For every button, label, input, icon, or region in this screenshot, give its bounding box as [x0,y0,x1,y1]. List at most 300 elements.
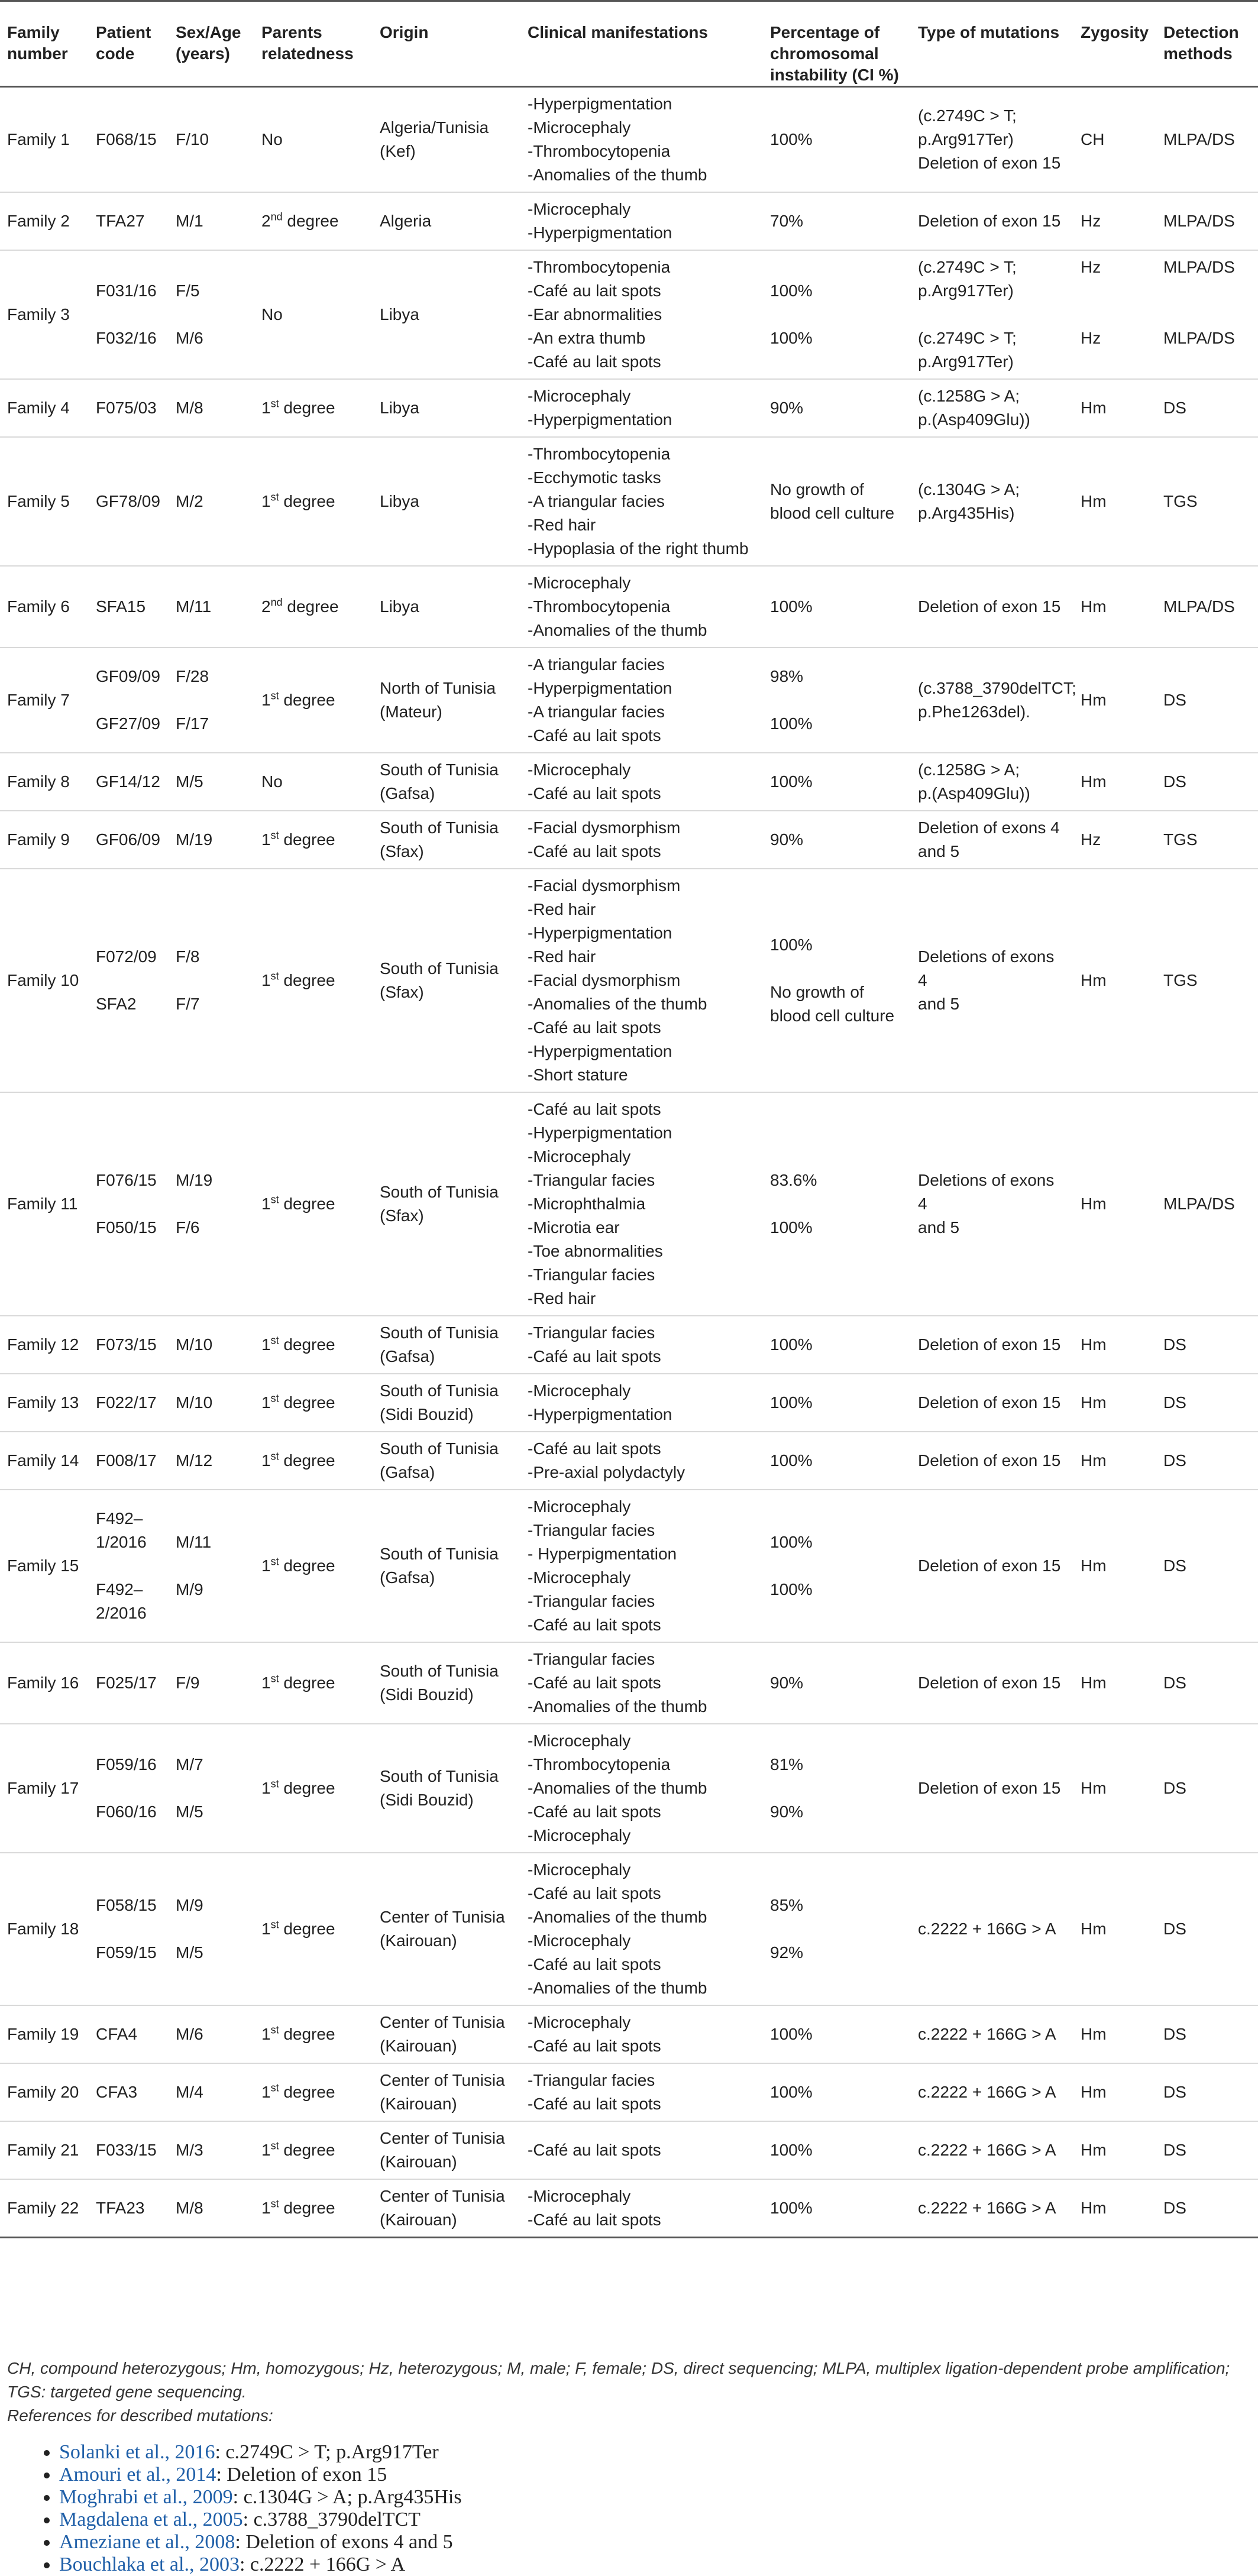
sex-age-cell [169,437,254,566]
clinical-manifestations-cell [520,192,763,250]
origin-line: (Sidi Bouzid) [380,1685,474,1704]
patient-code-cell [89,1316,169,1374]
clinical-manifestation: -Café au lait spots [528,281,661,300]
origin-line: Libya [380,492,419,510]
clinical-manifestation: -Microcephaly [528,1732,631,1750]
clinical-manifestation: -Microcephaly [528,387,631,405]
sex_age-value: M/11 [176,597,212,616]
reference-citation-link[interactable]: Moghrabi et al., 2009 [59,2486,233,2508]
clinical-manifestation: -Microcephaly [528,1381,631,1400]
detection-value: DS [1163,1674,1186,1692]
mutation-stack [918,677,1076,724]
zygosity-cell [1073,437,1156,566]
table-row [0,753,1258,811]
table-header-row [0,1,1258,87]
sex_age-stack [176,1391,247,1415]
ci-value: 83.6% [770,1171,817,1189]
clinical-manifestations-cell [520,1316,763,1374]
family-number: Family 2 [7,212,70,230]
family-number-cell [0,1642,89,1724]
ci-value: 85% [770,1896,804,1914]
reference-item [59,2464,462,2486]
detection-method-cell [1156,869,1258,1092]
mutation-line: Deletion of exon 15 [918,1779,1061,1797]
origin-stack [380,595,513,619]
origin-stack [380,1905,513,1953]
relatedness-suffix: st [270,2024,279,2036]
header-sex-age: Sex/Age (years) [176,23,241,63]
origin-stack [380,1180,513,1228]
relatedness-ordinal: 1 [261,1779,271,1797]
reference-mutation: : c.1304G > A; p.Arg435His [232,2486,462,2508]
origin-cell [373,2179,520,2238]
header-chromosomal-instability: Percentage of chromosomal instability (CI %) [770,23,899,84]
ci-value: 100% [770,130,813,148]
relatedness-degree: degree [283,2083,335,2101]
zygosity-cell [1073,2179,1156,2238]
family-number: Family 20 [7,2083,79,2101]
patient-code-cell [89,1374,169,1432]
table-row [0,2063,1258,2121]
clinical-manifestation: -Triangular facies [528,1650,655,1668]
relatedness-ordinal: 1 [261,492,271,510]
relatedness-ordinal: 1 [261,691,271,709]
zygosity-value: CH [1081,130,1105,148]
relatedness-suffix: st [270,1672,279,1685]
clinical-manifestations-cell [520,753,763,811]
clinical-manifestation: -Café au lait spots [528,784,661,802]
zygosity-value: Hm [1081,399,1107,417]
family-number: Family 13 [7,1393,79,1412]
patient-code-cell [89,869,169,1092]
relatedness-ordinal: 2 [261,212,271,230]
clinical-manifestation: -Pre-axial polydactyly [528,1463,685,1481]
ci-line: No growth of [770,983,864,1001]
code-stack [96,770,161,794]
parents-relatedness-cell [254,1374,373,1432]
parents-relatedness-cell [254,2179,373,2238]
mutation-type-cell [911,1642,1073,1724]
clinical-manifestation: -Microphthalmia [528,1195,646,1213]
clinical-stack [528,2011,756,2058]
family-number: Family 6 [7,597,70,616]
origin-line: (Sidi Bouzid) [380,1405,474,1423]
clinical-manifestation: -Hyperpigmentation [528,410,672,429]
relatedness-suffix: st [270,1392,279,1404]
origin-line: (Gafsa) [380,1463,435,1481]
family-number: Family 17 [7,1779,79,1797]
sex_age-value: M/5 [176,772,203,791]
clinical-manifestations-cell [520,1374,763,1432]
detection-method-cell [1156,1642,1258,1724]
detection-method-cell [1156,250,1258,379]
relatedness-degree: degree [283,1393,335,1412]
mutation-type-cell [911,250,1073,379]
clinical-manifestation: -Facial dysmorphism [528,971,681,989]
sex-age-cell [169,2121,254,2179]
relatedness-degree: degree [283,1195,335,1213]
clinical-stack [528,255,756,374]
sex_age-value: F/9 [176,1674,200,1692]
clinical-manifestation: -Red hair [528,900,596,918]
relatedness-ordinal: 1 [261,399,271,417]
table-row [0,2179,1258,2238]
origin-line: (Kairouan) [380,2037,457,2055]
clinical-stack [528,1729,756,1847]
parents-relatedness-cell [254,250,373,379]
detection-method-cell [1156,1374,1258,1432]
reference-mutation: : c.2222 + 166G > A [239,2554,406,2575]
origin-cell [373,2121,520,2179]
relatedness-degree: degree [283,492,335,510]
chromosomal-instability-cell [763,1724,911,1853]
table-body [0,87,1258,2238]
mutation-line: Deletion of exon 15 [918,1451,1061,1470]
clinical-manifestation: -Microcephaly [528,1931,631,1950]
clinical-manifestations-cell [520,1642,763,1724]
origin-line: (Kef) [380,142,416,160]
clinical-manifestation: -Café au lait spots [528,1802,661,1821]
sex-age-cell [169,869,254,1092]
mutation-line: Deletion of exon 15 [918,1674,1061,1692]
zygosity-value: Hm [1081,1920,1107,1938]
sex_age-value: M/19 [176,830,213,849]
mutation-stack [918,595,1066,619]
ci-value: 100% [770,1393,813,1412]
origin-line: Center of Tunisia [380,2129,505,2147]
origin-line: Algeria [380,212,432,230]
family-number-cell [0,869,89,1092]
clinical-stack [528,92,756,187]
code-stack [96,665,161,736]
origin-cell [373,648,520,753]
code-stack [96,945,161,1016]
parents-relatedness-cell [254,2063,373,2121]
code-value: TFA27 [96,212,145,230]
sex-age-cell [169,1642,254,1724]
references-list [35,2441,462,2576]
detection-value: DS [1163,2141,1186,2159]
origin-stack [380,2127,513,2174]
origin-stack [380,396,513,420]
relatedness-text: No [261,305,283,323]
table-row [0,648,1258,753]
origin-cell [373,869,520,1092]
code-stack [96,1507,161,1625]
clinical-manifestation: -Facial dysmorphism [528,818,681,837]
zygosity-cell [1073,753,1156,811]
mutation-stack [918,1391,1066,1415]
relatedness-suffix: st [270,690,279,702]
origin-line: Center of Tunisia [380,2013,505,2031]
family-number: Family 3 [7,305,70,323]
origin-cell [373,2005,520,2063]
patient-code-cell [89,1853,169,2005]
relatedness-degree: degree [283,399,335,417]
sex-age-cell [169,1432,254,1490]
clinical-manifestation: -A triangular facies [528,703,665,721]
detection-method-cell [1156,1853,1258,2005]
reference-citation-link[interactable]: Bouchlaka et al., 2003 [59,2554,240,2575]
ci-line: blood cell culture [770,1007,895,1025]
clinical-manifestation: -Triangular facies [528,1266,655,1284]
origin-cell [373,753,520,811]
detection-method-cell [1156,1092,1258,1316]
clinical-manifestation: -An extra thumb [528,329,646,347]
detection-value: DS [1163,2199,1186,2217]
patient-code-cell [89,250,169,379]
code-value: F060/16 [96,1802,157,1821]
zygosity-cell [1073,869,1156,1092]
ci-value: 98% [770,667,804,685]
zygosity-cell [1073,1092,1156,1316]
clinical-stack [528,384,756,432]
header-patient-code: Patient code [96,23,151,63]
chromosomal-instability-cell [763,379,911,437]
mutation-type-cell [911,869,1073,1092]
mutation-line: Deletion of exon 15 [918,1556,1061,1575]
table-row [0,2005,1258,2063]
header-clinical-manifestations: Clinical manifestations [528,23,708,41]
zygosity-cell [1073,1724,1156,1853]
clinical-manifestation: -Microcephaly [528,118,631,137]
code-stack [96,1333,161,1357]
family-number: Family 15 [7,1556,79,1575]
family-number-cell [0,1853,89,2005]
parents-relatedness-cell [254,811,373,869]
mutation-type-cell [911,87,1073,193]
mutation-stack [918,2196,1066,2220]
relatedness-ordinal: 1 [261,1451,271,1470]
relatedness-suffix: st [270,397,279,410]
chromosomal-instability-cell [763,566,911,648]
relatedness-degree: degree [283,830,335,849]
clinical-manifestation: -Café au lait spots [528,726,661,745]
sex_age-value: M/10 [176,1335,213,1354]
zygosity-cell [1073,1432,1156,1490]
parents-relatedness-cell [254,1490,373,1642]
chromosomal-instability-cell [763,2179,911,2238]
clinical-manifestation: -Hyperpigmentation [528,1405,672,1423]
parents-relatedness-cell [254,1316,373,1374]
sex_age-stack [176,595,247,619]
clinical-manifestation: -Hyperpigmentation [528,95,672,113]
zygosity-cell [1073,2121,1156,2179]
zygosity-stack [1081,255,1149,374]
family-number-cell [0,1724,89,1853]
sex_age-stack [176,1169,247,1240]
clinical-manifestation: -Triangular facies [528,1323,655,1342]
origin-line: Libya [380,305,419,323]
family-number: Family 14 [7,1451,79,1470]
origin-line: (Kairouan) [380,1931,457,1950]
relatedness-degree: degree [283,2141,335,2159]
clinical-manifestation: -Café au lait spots [528,1674,661,1692]
ci-value: 90% [770,399,804,417]
origin-line: Center of Tunisia [380,2071,505,2089]
zygosity-cell [1073,1642,1156,1724]
clinical-manifestation: -Hypoplasia of the right thumb [528,539,749,558]
detection-value: MLPA/DS [1163,130,1235,148]
clinical-manifestation: - Hyperpigmentation [528,1545,677,1563]
detection-method-cell [1156,2063,1258,2121]
origin-stack [380,116,513,163]
zygosity-value: Hm [1081,971,1107,989]
ci-stack [770,279,904,350]
reference-item [59,2486,462,2509]
mutation-line: c.2222 + 166G > A [918,2199,1056,2217]
relatedness-suffix: nd [270,211,283,223]
table-row [0,1432,1258,1490]
mutation-stack [918,2080,1066,2104]
origin-cell [373,250,520,379]
origin-cell [373,1316,520,1374]
origin-cell [373,1853,520,2005]
header-parents-relatedness: Parents relatedness [261,23,354,63]
clinical-manifestations-cell [520,1724,763,1853]
parents-relatedness-cell [254,1724,373,1853]
patient-code-cell [89,437,169,566]
code-value: TFA23 [96,2199,145,2217]
code-value: F076/15 [96,1171,157,1189]
sex_age-value: F/5 [176,281,200,300]
zygosity-cell [1073,1316,1156,1374]
zygosity-cell [1073,2063,1156,2121]
ci-value: 100% [770,329,813,347]
code-stack [96,128,161,151]
zygosity-cell [1073,87,1156,193]
zygosity-value: Hm [1081,2199,1107,2217]
header-origin: Origin [380,23,429,41]
clinical-manifestation: -Café au lait spots [528,2141,661,2159]
origin-cell [373,1642,520,1724]
clinical-manifestation: -A triangular facies [528,655,665,674]
reference-citation-link[interactable]: Solanki et al., 2016 [59,2441,215,2463]
ci-value: 100% [770,936,813,954]
origin-cell [373,192,520,250]
table-row [0,1853,1258,2005]
reference-citation-link[interactable]: Ameziane et al., 2008 [59,2531,235,2553]
code-stack [96,279,161,350]
clinical-manifestation: -Café au lait spots [528,1100,661,1118]
reference-citation-link[interactable]: Amouri et al., 2014 [59,2464,216,2486]
origin-line: Libya [380,399,419,417]
mutation-stack [918,816,1066,863]
zygosity-cell [1073,566,1156,648]
reference-citation-link[interactable]: Magdalena et al., 2005 [59,2509,243,2530]
code-line: 1/2016 [96,1533,147,1551]
reference-item [59,2531,462,2554]
origin-line: South of Tunisia [380,1545,499,1563]
clinical-manifestation: -Café au lait spots [528,2037,661,2055]
table-row [0,1374,1258,1432]
family-number-cell [0,566,89,648]
relatedness-degree: degree [283,1779,335,1797]
sex_age-value: F/28 [176,667,209,685]
clinical-stack [528,2185,756,2232]
clinical-manifestation: -Hyperpigmentation [528,924,672,942]
mutation-type-cell [911,1374,1073,1432]
relatedness-suffix: st [270,1334,279,1347]
zygosity-cell [1073,1490,1156,1642]
mutation-stack [918,1169,1066,1240]
patient-code-cell [89,2063,169,2121]
family-number-cell [0,811,89,869]
ci-value: 100% [770,597,813,616]
clinical-manifestation: -Café au lait spots [528,1616,661,1634]
table-row [0,250,1258,379]
chromosomal-instability-cell [763,1853,911,2005]
ci-stack [770,933,904,1028]
family-number-cell [0,437,89,566]
sex_age-value: M/9 [176,1896,203,1914]
clinical-manifestation: -Café au lait spots [528,1884,661,1902]
clinical-manifestation: -Triangular facies [528,1171,655,1189]
clinical-manifestation: -Microcephaly [528,1826,631,1844]
clinical-manifestations-cell [520,379,763,437]
mutation-line: c.2222 + 166G > A [918,1920,1056,1938]
parents-relatedness-cell [254,648,373,753]
origin-line: South of Tunisia [380,1662,499,1680]
table-row [0,1490,1258,1642]
zygosity-value: Hm [1081,772,1107,791]
clinical-manifestation: -Thrombocytopenia [528,142,671,160]
sex-age-cell [169,2179,254,2238]
mutation-type-cell [911,437,1073,566]
parents-relatedness-cell [254,566,373,648]
code-value: F059/16 [96,1755,157,1774]
clinical-manifestation: -Short stature [528,1066,628,1084]
sex-age-cell [169,192,254,250]
origin-line: Center of Tunisia [380,2187,505,2205]
clinical-manifestations-cell [520,566,763,648]
sex_age-value: M/2 [176,492,203,510]
code-value: GF14/12 [96,772,160,791]
origin-line: South of Tunisia [380,760,499,779]
family-number-cell [0,2179,89,2238]
clinical-manifestation: -Café au lait spots [528,2211,661,2229]
mutation-line: and 5 [918,842,960,860]
sex_age-stack [176,1449,247,1473]
mutation-line: (c.2749C > T; [918,329,1017,347]
header-detection-methods: Detection methods [1163,23,1239,63]
relatedness-degree: degree [283,1674,335,1692]
ci-value: 100% [770,1533,813,1551]
clinical-manifestation: -Microcephaly [528,200,631,218]
ci-value: 100% [770,714,813,733]
clinical-manifestations-cell [520,648,763,753]
mutation-type-cell [911,1316,1073,1374]
detection-method-cell [1156,437,1258,566]
clinical-stack [528,1379,756,1426]
clinical-stack [528,1321,756,1368]
clinical-manifestation: -Red hair [528,1289,596,1308]
relatedness-suffix: st [270,1918,279,1931]
clinical-manifestations-cell [520,1490,763,1642]
sex_age-stack [176,2196,247,2220]
family-number-cell [0,192,89,250]
clinical-manifestation: -Hyperpigmentation [528,679,672,697]
zygosity-value: Hm [1081,2025,1107,2043]
code-stack [96,2196,161,2220]
origin-line: South of Tunisia [380,1183,499,1201]
table-row [0,87,1258,193]
code-value: F058/15 [96,1896,157,1914]
family-number: Family 9 [7,830,70,849]
sex_age-value: M/3 [176,2141,203,2159]
clinical-manifestations-cell [520,811,763,869]
code-value: F033/15 [96,2141,157,2159]
